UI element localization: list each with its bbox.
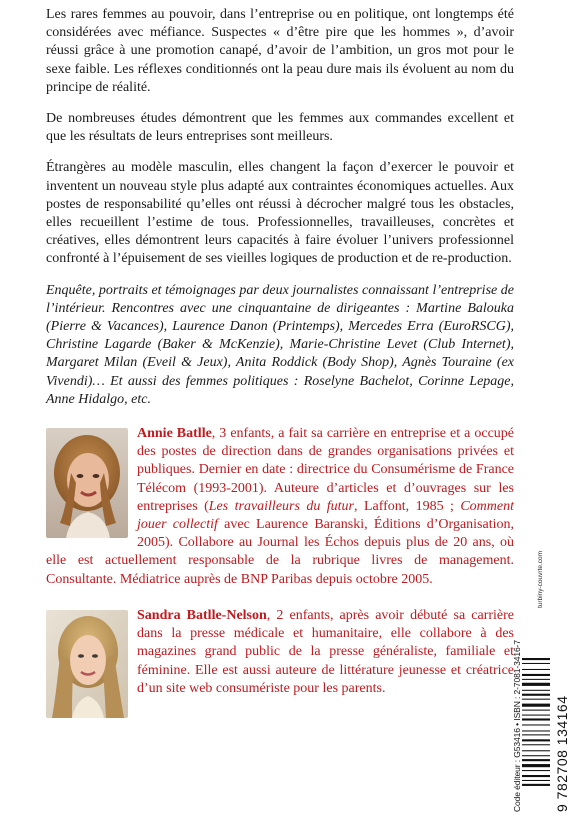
barcode-bar	[522, 734, 550, 735]
barcode-bar	[522, 718, 550, 720]
author-text-sandra: , 2 enfants, après avoir débuté sa carrière dans la presse médicale et humanitaire, elle collabore à des magazines grand public de la presse généraliste, familiale et féminine. Elle est aussi auteure de littérature jeunesse et créatrice d’un site web consumériste pour les parents.	[137, 607, 514, 696]
publisher-codes: Code éditeur : G53416 • ISBN : 2-7081-3416-7	[512, 640, 522, 812]
author-photo-sandra	[46, 610, 128, 718]
author-text-annie-a: , 3 enfants, a fait sa carrière en entreprise et a occupé des postes de direction dans de grandes organisations privées et publiques. Dernier en date : directrice du Consumérisme de France Télécom (1993-2001). Auteure d’articles et d’ouvrages sur les entreprises (	[137, 426, 514, 514]
author-name-annie: Annie Batlle	[137, 426, 212, 442]
barcode-bar	[522, 663, 550, 664]
barcode-bar	[522, 750, 550, 751]
author-bio-sandra	[46, 607, 514, 720]
author-text-annie-b: , Laffont, 1985 ;	[354, 498, 461, 514]
designer-credit: turbiny-couvrte.com	[537, 550, 544, 608]
barcode-bar	[522, 694, 550, 696]
book-title-travailleurs: Les travailleurs du futur	[208, 498, 355, 514]
barcode-bar	[522, 658, 550, 660]
barcode-bar	[522, 690, 550, 691]
barcode-bar	[522, 683, 550, 686]
barcode-bar	[522, 784, 550, 786]
barcode-bar	[522, 770, 550, 771]
barcode-bar	[522, 724, 550, 725]
barcode-bar	[522, 679, 550, 680]
barcode-bar	[522, 759, 550, 761]
barcode-bar	[522, 755, 550, 756]
author-text-annie-c: avec Laurence Baranski, Éditions d’Organisation, 2005). Collabore au Journal les Échos depuis plus de 20 ans, où elle est actuellement responsable de la rubrique livres de management. Consultante. Médiatrice auprès de BNP Paribas depuis octobre 2005.	[46, 517, 514, 587]
barcode-bar	[522, 704, 550, 707]
isbn-digits: 9 782708 134164	[554, 695, 570, 812]
paragraph-studies: De nombreuses études démontrent que les femmes aux commandes excellent et que les résultats de leurs entreprises sont meilleurs.	[46, 111, 514, 145]
back-cover-text	[46, 6, 514, 720]
barcode-bar	[522, 674, 550, 676]
barcode-bar	[522, 764, 550, 767]
author-photo-annie	[46, 428, 128, 538]
barcode-bar	[522, 739, 550, 741]
author-bio-annie	[46, 425, 514, 589]
barcode-bar	[522, 699, 550, 700]
barcode-bar	[522, 669, 550, 670]
barcode-bar	[522, 780, 550, 781]
book-title-jouer-collectif: Comment jouer collectif	[137, 498, 514, 533]
paragraph-intro: Les rares femmes au pouvoir, dans l’entreprise ou en politique, ont longtemps été considérées avec méfiance. Suspectes « d’être pire que les hommes », d’avoir réussi grâce à une promotion canapé, d’avoir de l’ambition, un gros mot pour le sexe faible. Les réflexes conditionnés ont la peau dure mais ils évoluent au nom du principe de réalité.	[46, 7, 514, 95]
paragraph-style: Étrangères au modèle masculin, elles changent la façon d’exercer le pouvoir et inventent un nouveau style plus adapté aux contraintes économiques actuelles. Aux postes de responsabilité qu’elles ont réussi à décrocher malgré tous les obstacles, elles recueillent l’estime de tous. Professionnelles, travailleuses, concrètes et créatives, elles démontrent leurs capacités à faire évoluer l’univers professionnel confronté à l’épuisement de ses vieilles logiques de production et de re-production.	[46, 160, 514, 267]
barcode-bar	[522, 744, 550, 745]
barcode-bar	[522, 715, 550, 716]
barcode-bar	[522, 730, 550, 731]
author-name-sandra: Sandra Batlle-Nelson	[137, 607, 267, 623]
paragraph-investigation: Enquête, portraits et témoignages par deux journalistes connaissant l’entreprise de l’intérieur. Rencontres avec une cinquantaine de dirigeantes : Martine Balouka (Pierre & Vacances), Laurence Danon (Printemps), Mercedes Erra (EuroRSCG), Christine Lagarde (Baker & McKenzie), Marie-Christine Levet (Club Internet), Margaret Milan (Eveil & Jeux), Anita Roddick (Body Shop), Agnès Touraine (ex Vivendi)… Et aussi des femmes politiques : Roselyne Bachelot, Corinne Lepage, Anne Hidalgo, etc.	[46, 282, 514, 407]
barcode-bar	[522, 775, 550, 777]
barcode-bar	[522, 710, 550, 711]
